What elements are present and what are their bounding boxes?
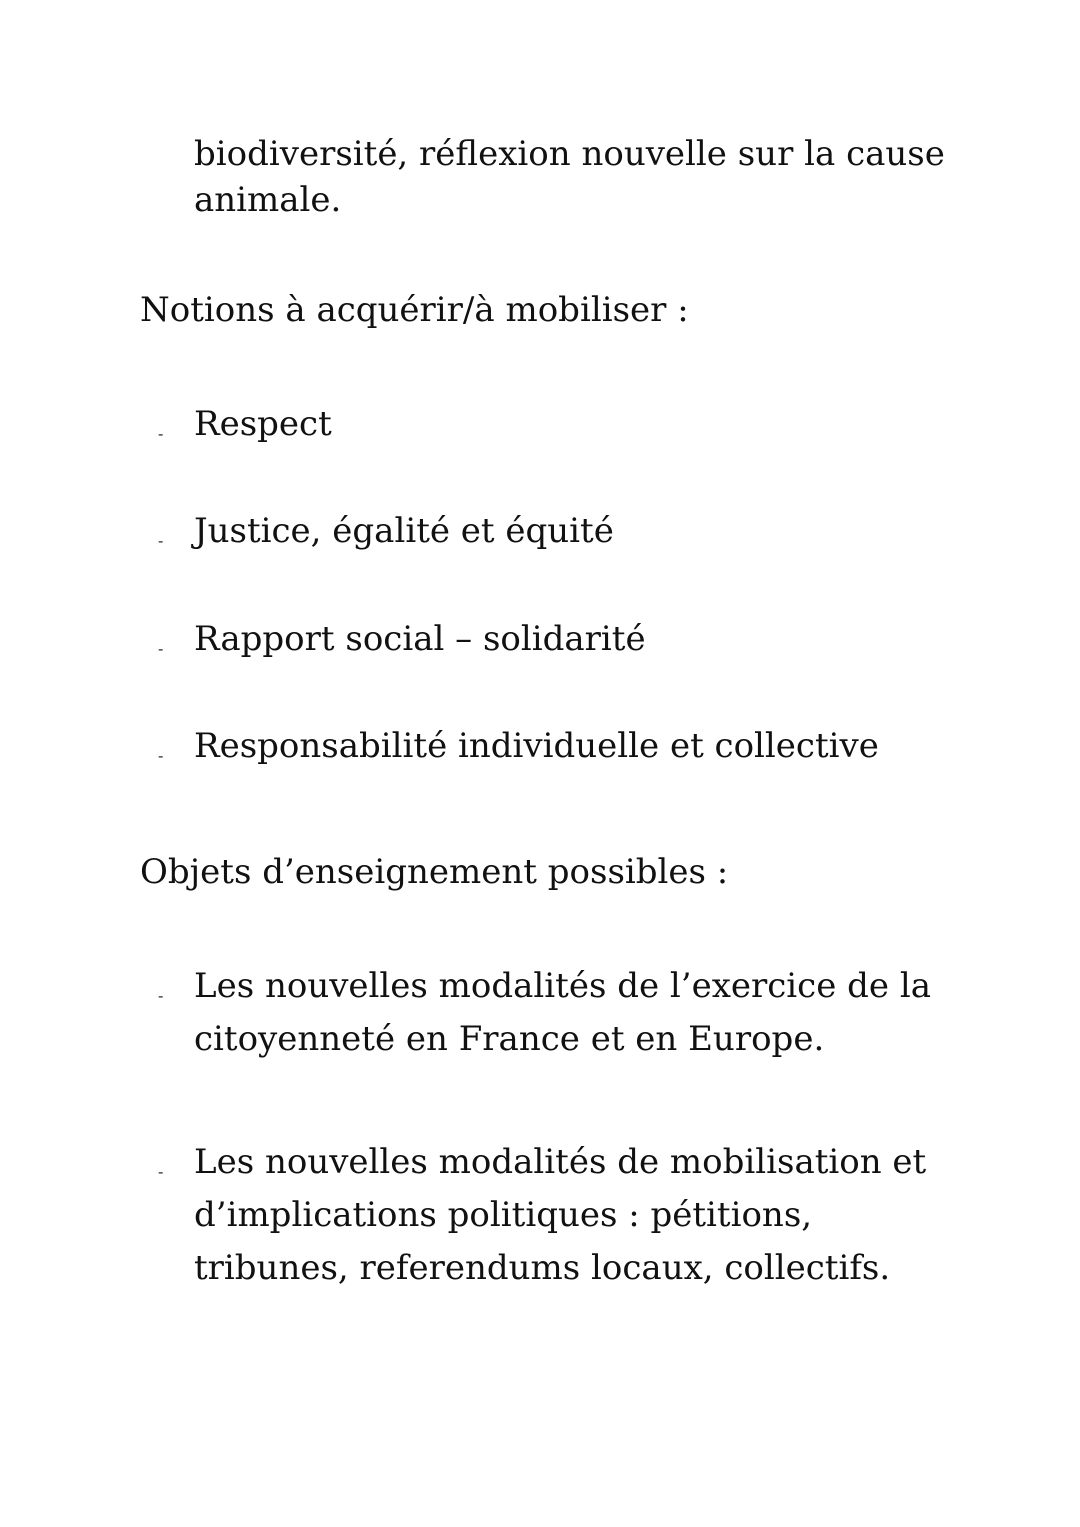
continuation-line: biodiversité, réflexion nouvelle sur la cause	[194, 134, 945, 174]
bullet-dash: -	[158, 531, 164, 550]
notion-item: Responsabilité individuelle et collective	[194, 726, 879, 766]
notion-item: Rapport social – solidarité	[194, 619, 646, 659]
objet-item-line: d’implications politiques : pétitions,	[194, 1195, 813, 1235]
bullet-dash: -	[158, 639, 164, 658]
bullet-dash: -	[158, 1162, 164, 1181]
continuation-line: animale.	[194, 180, 342, 220]
notion-item: Justice, égalité et équité	[194, 511, 614, 551]
objet-item-line: Les nouvelles modalités de mobilisation et	[194, 1142, 927, 1182]
objet-item-line: citoyenneté en France et en Europe.	[194, 1019, 825, 1059]
objet-item-line: Les nouvelles modalités de l’exercice de la	[194, 966, 931, 1006]
bullet-dash: -	[158, 986, 164, 1005]
bullet-dash: -	[158, 424, 164, 443]
objets-heading: Objets d’enseignement possibles :	[140, 852, 729, 892]
objet-item-line: tribunes, referendums locaux, collectifs.	[194, 1248, 891, 1288]
bullet-dash: -	[158, 746, 164, 765]
notion-item: Respect	[194, 404, 332, 444]
notions-heading: Notions à acquérir/à mobiliser :	[140, 290, 689, 330]
